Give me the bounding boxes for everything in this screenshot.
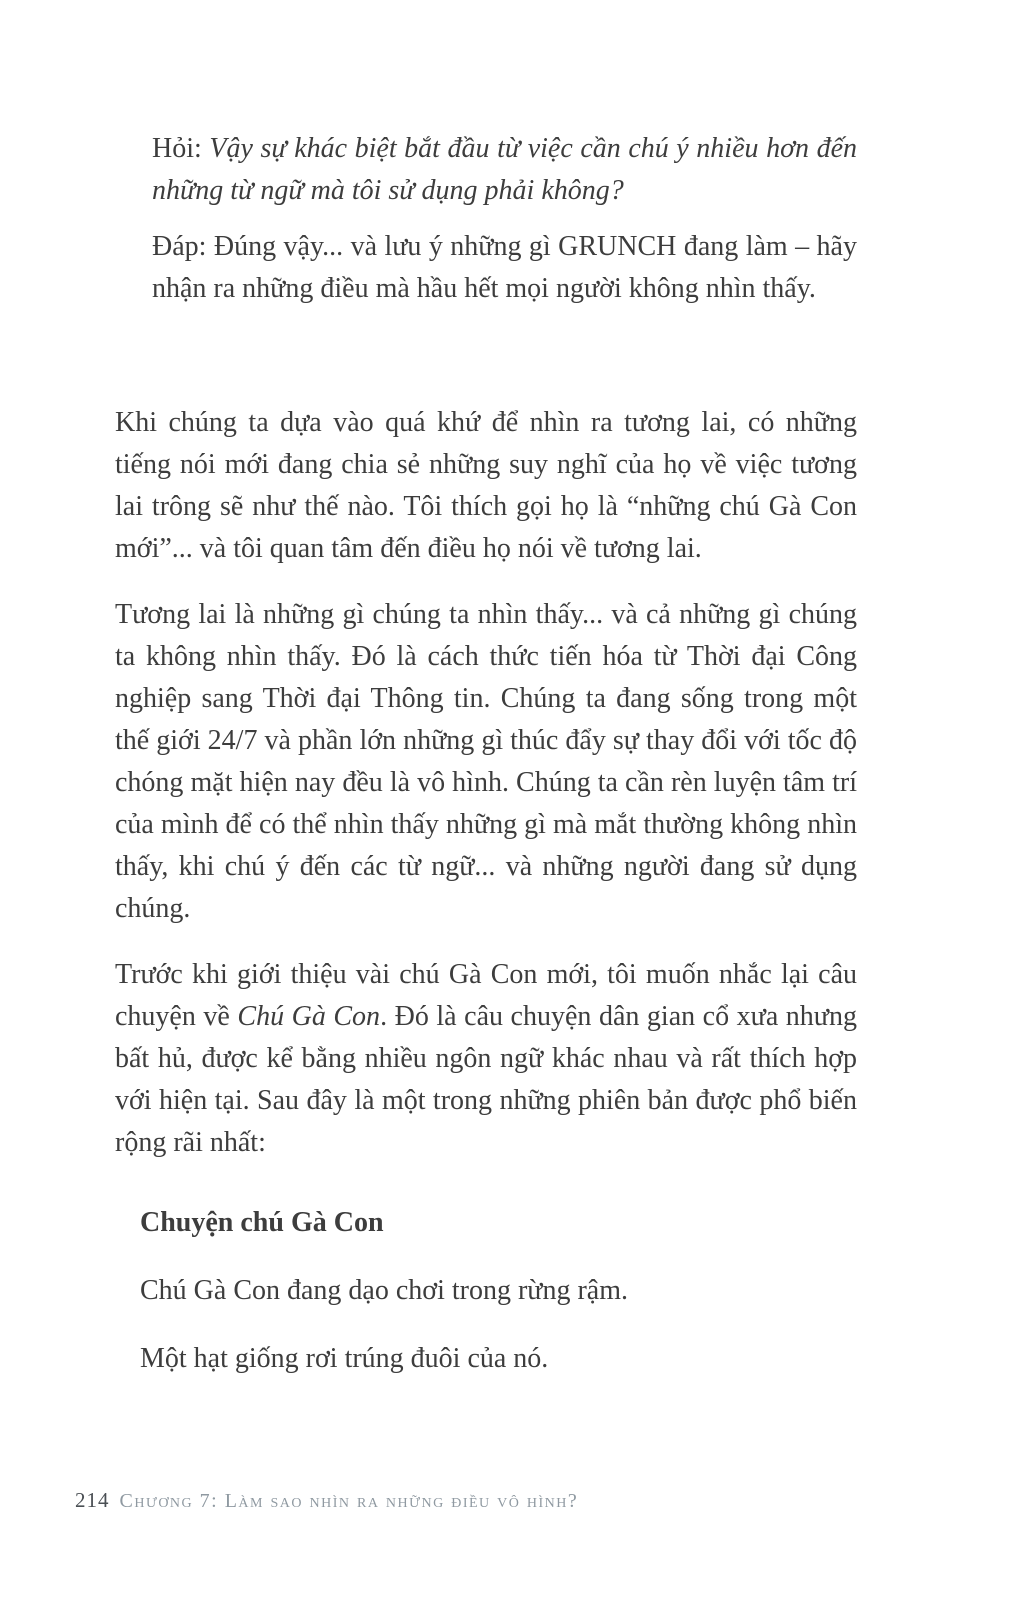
story-line-1: Chú Gà Con đang dạo chơi trong rừng rậm. [140,1275,629,1306]
paragraph-3-before: Trước khi giới thiệu vài chú Gà Con mới, tôi muốn nhắc lại câu chuyện về [115,959,857,1032]
question-text: Vậy sự khác biệt bắt đầu từ việc cần chú ý nhiều hơn đến những từ ngữ mà tôi sử dụng phải không? [152,133,858,206]
paragraph-3 [115,954,857,1164]
chapter-title: Chương 7: Làm sao nhìn ra những điều vô hình? [119,1490,579,1512]
page-number: 214 [75,1488,110,1512]
question-label: Hỏi: [152,133,210,164]
paragraph-1: Khi chúng ta dựa vào quá khứ để nhìn ra tương lai, có những tiếng nói mới đang chia sẻ những suy nghĩ của họ về việc tương lai trông sẽ như thế nào. Tôi thích gọi họ là “những chú Gà Con mới”... và tôi quan tâm đến điều họ nói về tương lai. [115,407,857,564]
page-content [115,128,857,1380]
paragraph-2: Tương lai là những gì chúng ta nhìn thấy... và cả những gì chúng ta không nhìn thấy. Đó là cách thức tiến hóa từ Thời đại Công nghiệp sang Thời đại Thông tin. Chúng ta đang sống trong một thế giới 24/7 và phần lớn những gì thúc đẩy sự thay đổi với tốc độ chóng mặt hiện nay đều là vô hình. Chúng ta cần rèn luyện tâm trí của mình để có thể nhìn thấy những gì mà mắt thường không nhìn thấy, khi chú ý đến các từ ngữ... và những người đang sử dụng chúng. [115,599,857,924]
story-line-2: Một hạt giống rơi trúng đuôi của nó. [140,1343,549,1374]
page-footer [75,1488,935,1513]
question-paragraph [152,128,857,212]
answer-label: Đáp: [152,231,214,262]
paragraph-3-book-title: Chú Gà Con [237,1001,381,1032]
story-heading: Chuyện chú Gà Con [140,1207,384,1238]
answer-paragraph [152,226,857,310]
qa-dialogue [152,128,857,310]
body-text [115,402,857,1164]
answer-text: Đúng vậy... và lưu ý những gì GRUNCH đang làm – hãy nhận ra những điều mà hầu hết mọi người không nhìn thấy. [152,231,857,304]
paragraph-3-after: . Đó là câu chuyện dân gian cổ xưa nhưng bất hủ, được kể bằng nhiều ngôn ngữ khác nhau và rất thích hợp với hiện tại. Sau đây là một trong những phiên bản được phổ biến rộng rãi nhất: [115,1001,857,1158]
